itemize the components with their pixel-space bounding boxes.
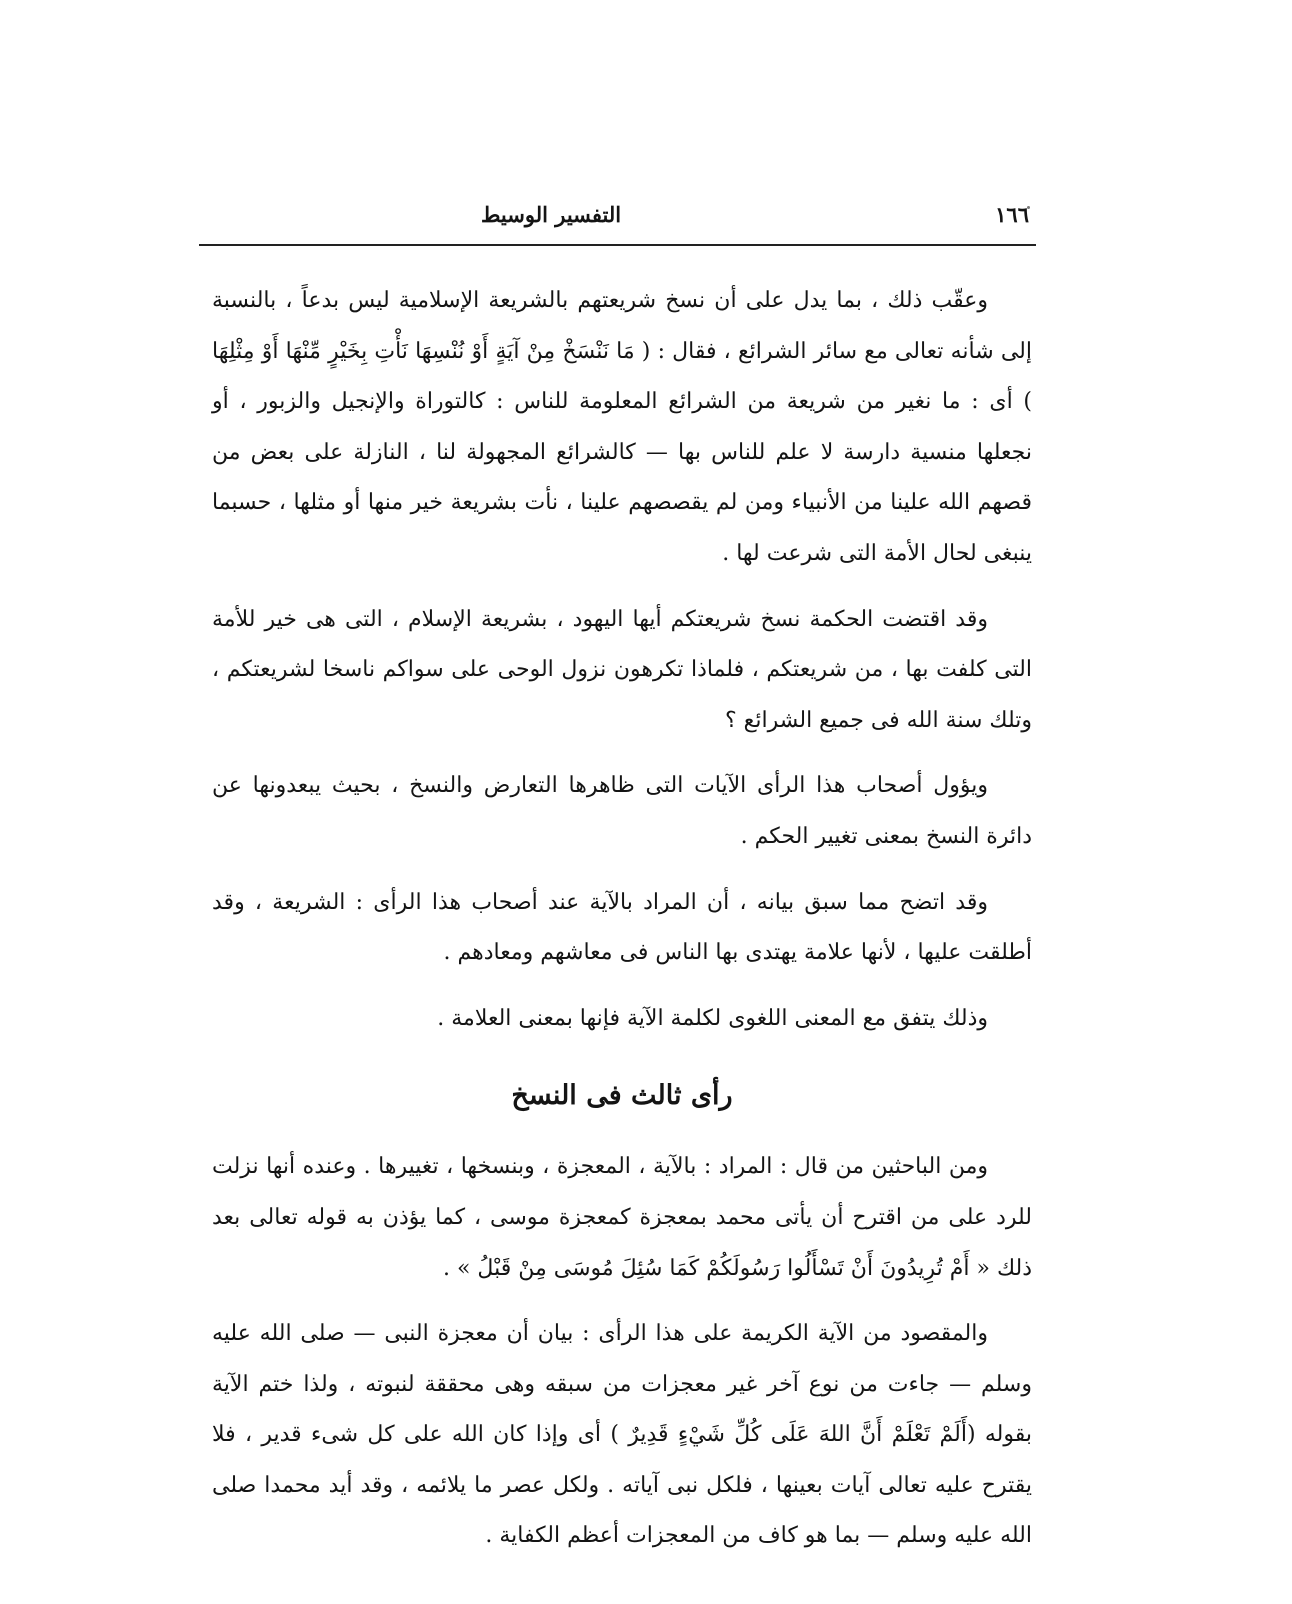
paragraph-4: وقد اتضح مما سبق بيانه ، أن المراد بالآية عند أصحاب هذا الرأى : الشريعة ، وقد أطلقت عليها ، لأنها علامة يهتدى بها الناس فى معاشهم ومعادهم . <box>212 889 1032 966</box>
running-title: التفسير الوسيط <box>481 202 622 227</box>
paragraph-3: ويؤول أصحاب هذا الرأى الآيات التى ظاهرها التعارض والنسخ ، بحيث يبعدونها عن دائرة النسخ بمعنى تغيير الحكم . <box>212 773 1032 849</box>
paragraph-5: وذلك يتفق مع المعنى اللغوى لكلمة الآية فإنها بمعنى العلامة . <box>437 1005 988 1031</box>
page-number: ١٦٦ <box>995 202 1029 227</box>
paragraph-7: والمقصود من الآية الكريمة على هذا الرأى : بيان أن معجزة النبى — صلى الله عليه وسلم — جاءت من نوع آخر غير معجزات من سبقه وهى محققة لنبوته ، ولذا ختم الآية بقوله (أَلَمْ تَعْلَمْ أَنَّ اللهَ عَلَى كُلِّ شَيْءٍ قَدِيرٌ ) أى وإذا كان الله على كل شىء قدير ، فلا يقترح عليه تعالى آيات بعينها ، فلكل نبى آياته . ولكل عصر ما يلائمه ، وقد أيد محمدا صلى الله عليه وسلم — بما هو كاف من المعجزات أعظم الكفاية . <box>212 1321 1032 1549</box>
paragraph-1: وعقّب ذلك ، بما يدل على أن نسخ شريعتهم بالشريعة الإسلامية ليس بدعاً ، بالنسبة إلى شأنه تعالى مع سائر الشرائع ، فقال : ( مَا نَنْسَخْ مِنْ آيَةٍ أَوْ نُنْسِهَا نَأْتِ بِخَيْرٍ مِّنْهَا أَوْ مِثْلِهَا ) أى : ما نغير من شريعة من الشرائع المعلومة للناس : كالتوراة والإنجيل والزبور ، أو نجعلها منسية دارسة لا علم للناس بها — كالشرائع المجهولة لنا ، النازلة على بعض من قصهم الله علينا من الأنبياء ومن لم يقصصهم علينا ، نأت بشريعة خير منها أو مثلها ، حسبما ينبغى لحال الأمة التى شرعت لها . <box>212 288 1032 566</box>
page-header <box>199 202 1035 236</box>
section-heading: رأى ثالث فى النسخ <box>511 1080 733 1112</box>
body-text <box>212 276 1032 1577</box>
header-rule <box>199 244 1036 246</box>
paragraph-6: ومن الباحثين من قال : المراد : بالآية ، المعجزة ، وبنسخها ، تغييرها . وعنده أنها نزلت للرد على من اقترح أن يأتى محمد بمعجزة كمعجزة موسى ، كما يؤذن به قوله تعالى بعد ذلك « أَمْ تُرِيدُونَ أَنْ تَسْأَلُوا رَسُولَكُمْ كَمَا سُئِلَ مُوسَى مِنْ قَبْلُ » . <box>212 1154 1032 1281</box>
paragraph-2: وقد اقتضت الحكمة نسخ شريعتكم أيها اليهود ، بشريعة الإسلام ، التى هى خير للأمة التى كلفت بها ، من شريعتكم ، فلماذا تكرهون نزول الوحى على سواكم ناسخا لشريعتكم ، وتلك سنة الله فى جميع الشرائع ؟ <box>212 606 1032 733</box>
